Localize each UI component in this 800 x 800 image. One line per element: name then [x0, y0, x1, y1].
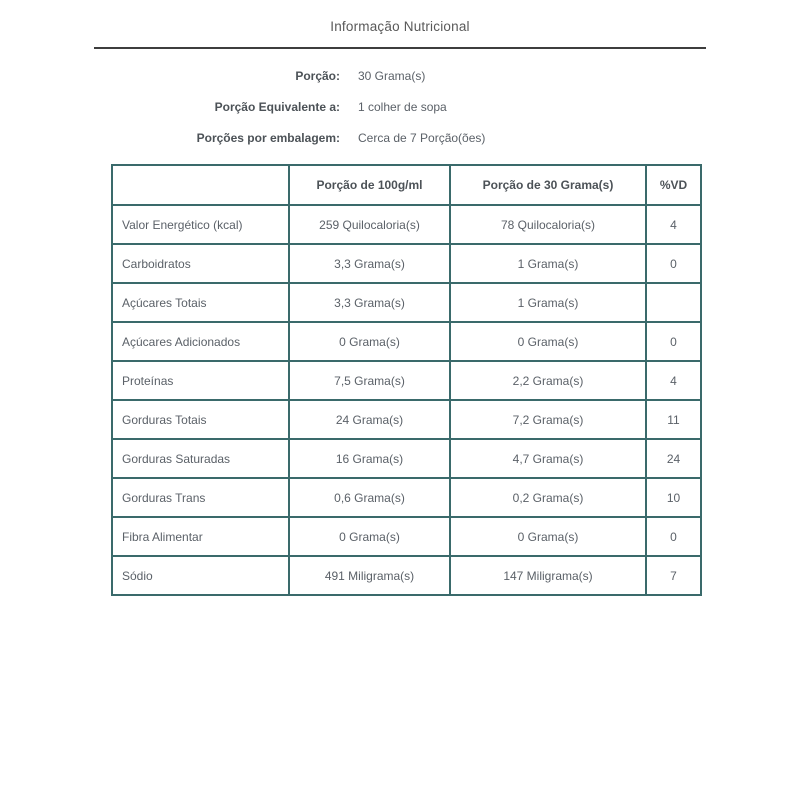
value-per-100g: 259 Quilocaloria(s) — [289, 205, 450, 244]
table-row — [112, 322, 701, 361]
value-per-serving: 1 Grama(s) — [450, 244, 646, 283]
table-row — [112, 517, 701, 556]
value-per-serving: 147 Miligrama(s) — [450, 556, 646, 595]
value-per-100g: 24 Grama(s) — [289, 400, 450, 439]
value-per-100g: 3,3 Grama(s) — [289, 244, 450, 283]
value-per-100g: 3,3 Grama(s) — [289, 283, 450, 322]
nutrient-name: Carboidratos — [112, 244, 289, 283]
nutrient-name: Fibra Alimentar — [112, 517, 289, 556]
table-row — [112, 283, 701, 322]
nutrient-name: Gorduras Trans — [112, 478, 289, 517]
serving-label: Porções por embalagem: — [196, 130, 340, 145]
value-per-100g: 491 Miligrama(s) — [289, 556, 450, 595]
value-per-serving: 0 Grama(s) — [450, 322, 646, 361]
value-vd: 4 — [646, 361, 701, 400]
table-header-row — [112, 165, 701, 205]
value-vd: 11 — [646, 400, 701, 439]
value-vd: 4 — [646, 205, 701, 244]
serving-label: Porção: — [295, 68, 340, 83]
value-vd: 24 — [646, 439, 701, 478]
value-per-100g: 0 Grama(s) — [289, 517, 450, 556]
value-per-100g: 7,5 Grama(s) — [289, 361, 450, 400]
serving-info — [0, 60, 800, 153]
serving-value: 1 colher de sopa — [358, 99, 447, 114]
header-cell-empty — [112, 165, 289, 205]
nutrient-name: Açúcares Adicionados — [112, 322, 289, 361]
nutrient-name: Sódio — [112, 556, 289, 595]
table-row — [112, 205, 701, 244]
nutrition-table — [111, 164, 702, 596]
header-cell-vd: %VD — [646, 165, 701, 205]
nutrient-name: Proteínas — [112, 361, 289, 400]
page-title: Informação Nutricional — [330, 19, 470, 34]
value-vd: 7 — [646, 556, 701, 595]
value-vd: 0 — [646, 322, 701, 361]
nutrient-name: Valor Energético (kcal) — [112, 205, 289, 244]
title-divider — [94, 47, 706, 49]
value-vd — [646, 283, 701, 322]
table-row — [112, 400, 701, 439]
value-vd: 0 — [646, 517, 701, 556]
value-vd: 0 — [646, 244, 701, 283]
value-per-serving: 7,2 Grama(s) — [450, 400, 646, 439]
value-per-serving: 0,2 Grama(s) — [450, 478, 646, 517]
table-row — [112, 439, 701, 478]
table-row — [112, 556, 701, 595]
nutrient-name: Gorduras Saturadas — [112, 439, 289, 478]
value-per-serving: 78 Quilocaloria(s) — [450, 205, 646, 244]
header-cell-per-100g: Porção de 100g/ml — [289, 165, 450, 205]
serving-row-equivalent — [0, 91, 800, 122]
value-per-serving: 0 Grama(s) — [450, 517, 646, 556]
header-cell-per-serving: Porção de 30 Grama(s) — [450, 165, 646, 205]
value-per-serving: 4,7 Grama(s) — [450, 439, 646, 478]
value-per-serving: 2,2 Grama(s) — [450, 361, 646, 400]
value-per-serving: 1 Grama(s) — [450, 283, 646, 322]
value-per-100g: 0 Grama(s) — [289, 322, 450, 361]
serving-label: Porção Equivalente a: — [214, 99, 340, 114]
table-row — [112, 361, 701, 400]
value-vd: 10 — [646, 478, 701, 517]
value-per-100g: 0,6 Grama(s) — [289, 478, 450, 517]
value-per-100g: 16 Grama(s) — [289, 439, 450, 478]
serving-row-per-package — [0, 122, 800, 153]
table-row — [112, 478, 701, 517]
serving-value: Cerca de 7 Porção(ões) — [358, 130, 486, 145]
table-row — [112, 244, 701, 283]
serving-value: 30 Grama(s) — [358, 68, 426, 83]
nutrient-name: Açúcares Totais — [112, 283, 289, 322]
nutrient-name: Gorduras Totais — [112, 400, 289, 439]
serving-row-portion — [0, 60, 800, 91]
